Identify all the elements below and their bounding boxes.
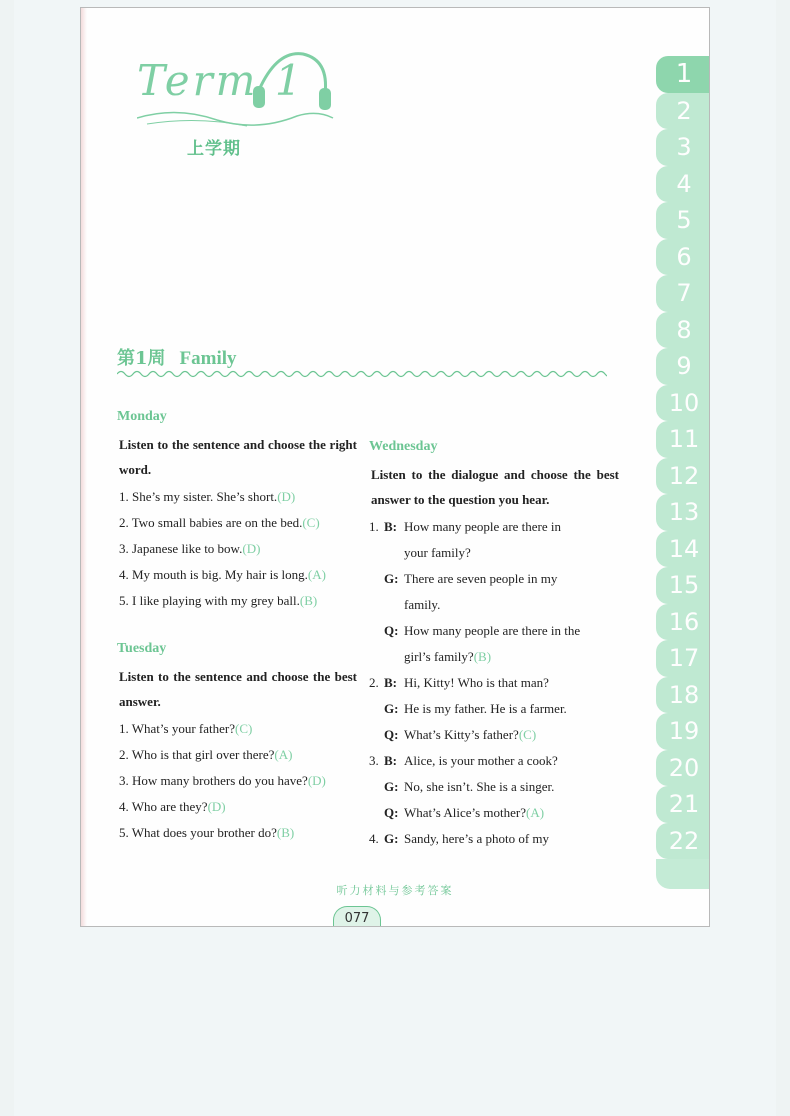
answer: (B): [276, 825, 295, 840]
answer: (D): [207, 799, 226, 814]
dialogue-line: 2. B: Hi, Kitty! Who is that man?: [369, 675, 549, 690]
page-number: 077: [333, 906, 381, 927]
wavy-divider: [117, 368, 607, 380]
week-tab-9[interactable]: 9: [656, 348, 710, 385]
answer: (C): [518, 727, 537, 742]
week-tab-6[interactable]: 6: [656, 239, 710, 276]
footer-label: 听力材料与参考答案: [336, 884, 454, 897]
dialogue-line: G: No, she isn’t. She is a singer.: [384, 779, 555, 794]
week-tab-20[interactable]: 20: [656, 750, 710, 787]
answer: (A): [274, 747, 293, 762]
week-heading: [117, 344, 237, 370]
question-item: 1. She’s my sister. She’s short.(D): [119, 489, 296, 504]
dialogue-line: Q: What’s Alice’s mother?(A): [384, 805, 545, 820]
dialogue-line: girl’s family?(B): [404, 649, 492, 664]
answer: (D): [277, 489, 296, 504]
tuesday-list: [117, 716, 357, 846]
week-tab-21[interactable]: 21: [656, 786, 710, 823]
dialogue-line: Q: How many people are there in the: [384, 623, 581, 638]
question-item: 2. Two small babies are on the bed.(C): [119, 515, 320, 530]
week-topic: Family: [179, 348, 237, 369]
answer: (B): [299, 593, 318, 608]
answer: (B): [473, 649, 492, 664]
week-tab-2[interactable]: 2: [656, 93, 710, 130]
answer: (D): [242, 541, 261, 556]
left-column: [117, 404, 357, 846]
week-tab-10[interactable]: 10: [656, 385, 710, 422]
monday-instruction: Listen to the sentence and choose the right word.: [119, 437, 357, 477]
answer: (C): [235, 721, 253, 736]
book-page: [80, 7, 710, 927]
week-tab-16[interactable]: 16: [656, 604, 710, 641]
dialogue-line: Q: What’s Kitty’s father?(C): [384, 727, 537, 742]
week-number: 第1周: [117, 348, 166, 369]
week-tab-22[interactable]: 22: [656, 823, 710, 860]
question-item: 5. I like playing with my grey ball.(B): [119, 593, 318, 608]
week-tab-11[interactable]: 11: [656, 421, 710, 458]
dialogue-line: 3. B: Alice, is your mother a cook?: [369, 753, 558, 768]
dialogue-line: family.: [404, 597, 441, 612]
week-tabs: [656, 56, 710, 889]
page-edge: [81, 8, 87, 926]
dialogue-line: G: He is my father. He is a farmer.: [384, 701, 567, 716]
week-tab-12[interactable]: 12: [656, 458, 710, 495]
dialogue-line: G: There are seven people in my: [384, 571, 558, 586]
term-title: Term 1: [137, 56, 305, 105]
question-item: 2. Who is that girl over there?(A): [119, 747, 293, 762]
question-item: 4. My mouth is big. My hair is long.(A): [119, 567, 326, 582]
tuesday-title: Tuesday: [117, 641, 167, 656]
week-tab-15[interactable]: 15: [656, 567, 710, 604]
wednesday-title: Wednesday: [369, 439, 438, 454]
monday-list: [117, 484, 357, 614]
answer: (C): [302, 515, 320, 530]
week-tab-17[interactable]: 17: [656, 640, 710, 677]
answer: (A): [526, 805, 545, 820]
week-tab-8[interactable]: 8: [656, 312, 710, 349]
question-item: 3. Japanese like to bow.(D): [119, 541, 261, 556]
answer: (A): [307, 567, 326, 582]
dialogue-line: your family?: [404, 545, 471, 560]
week-tab-13[interactable]: 13: [656, 494, 710, 531]
week-tab-18[interactable]: 18: [656, 677, 710, 714]
question-item: 3. How many brothers do you have?(D): [119, 773, 326, 788]
dialogue-line: 4. G: Sandy, here’s a photo of my: [369, 831, 550, 846]
week-tab-7[interactable]: 7: [656, 275, 710, 312]
question-item: 4. Who are they?(D): [119, 799, 226, 814]
right-column: [369, 434, 619, 852]
dialogue-line: 1. B: How many people are there in: [369, 519, 562, 534]
tuesday-instruction: Listen to the sentence and choose the best answer.: [119, 669, 357, 709]
week-tab-19[interactable]: 19: [656, 713, 710, 750]
monday-title: Monday: [117, 409, 167, 424]
term-subtitle: 上学期: [187, 139, 241, 159]
week-tab-5[interactable]: 5: [656, 202, 710, 239]
question-item: 5. What does your brother do?(B): [119, 825, 295, 840]
week-tab-3[interactable]: 3: [656, 129, 710, 166]
week-tab-14[interactable]: 14: [656, 531, 710, 568]
week-tab-1[interactable]: 1: [656, 56, 710, 93]
answer: (D): [307, 773, 326, 788]
question-item: 1. What’s your father?(C): [119, 721, 253, 736]
wednesday-instruction: Listen to the dialogue and choose the best answer to the question you hear.: [371, 467, 619, 507]
week-tab-4[interactable]: 4: [656, 166, 710, 203]
